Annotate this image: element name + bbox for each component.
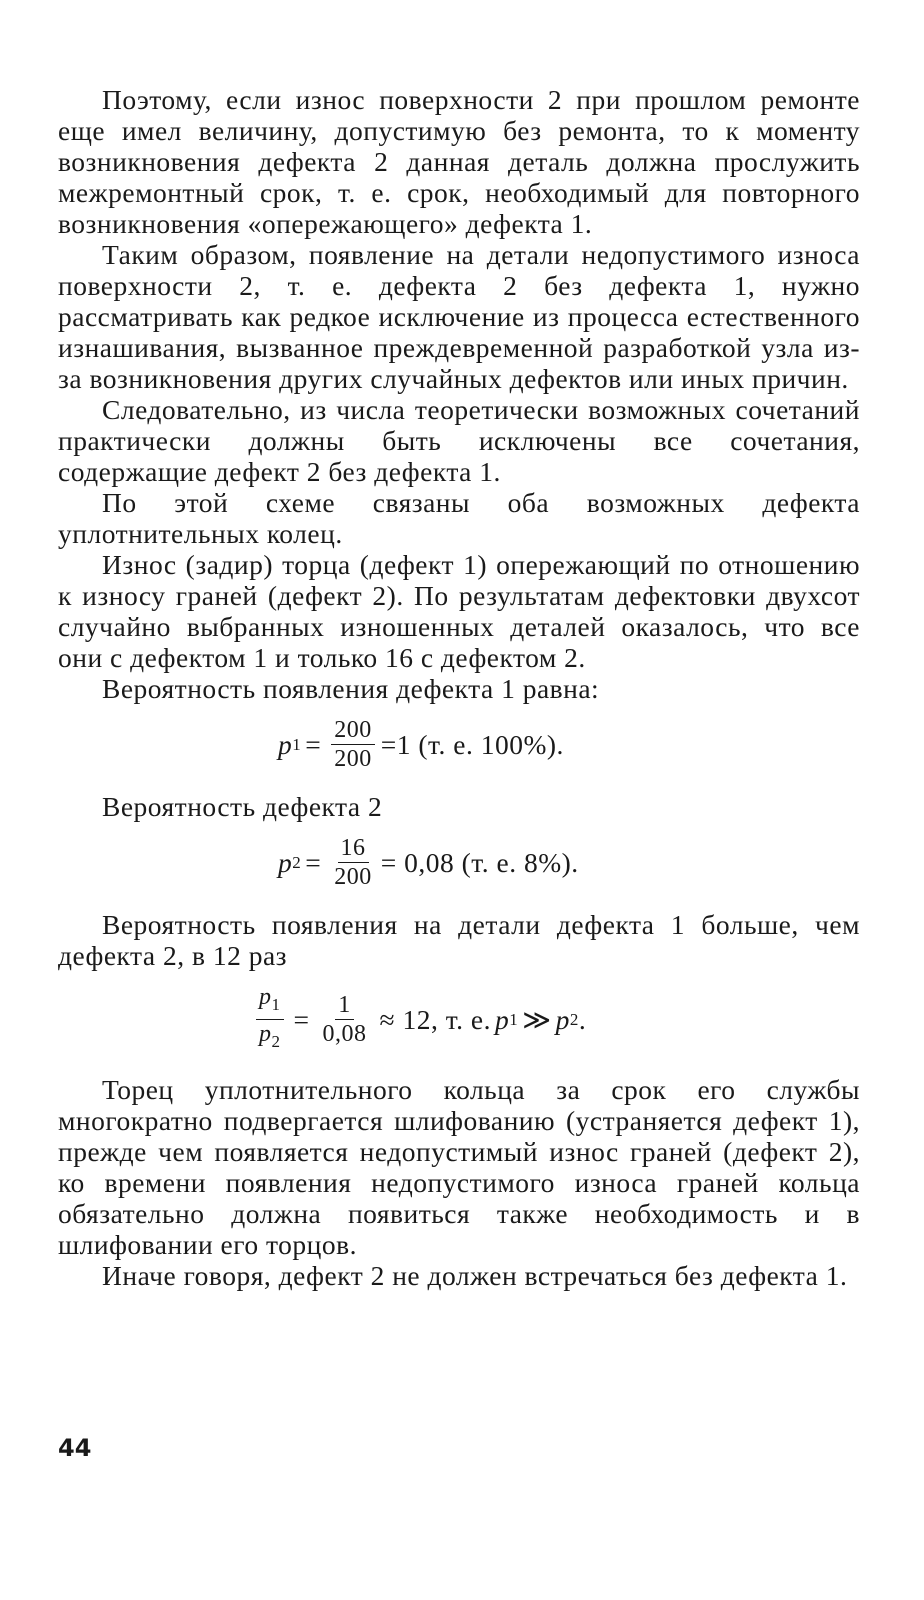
fraction bbox=[256, 983, 284, 1056]
formula-much-greater: ≫ bbox=[522, 1003, 552, 1035]
formula-var: p bbox=[555, 1003, 570, 1035]
paragraph: Вероятность дефекта 2 bbox=[102, 791, 383, 822]
fraction bbox=[320, 991, 370, 1048]
numerator: 200 bbox=[331, 716, 375, 745]
formula-subscript: 1 bbox=[292, 735, 302, 754]
formula-result: =1 (т. е. 100%). bbox=[380, 729, 564, 760]
formula-subscript: 2 bbox=[569, 1009, 579, 1029]
paragraph: Таким образом, появление на детали недопустимого износа поверхности 2, т. е. дефекта 2 без дефекта 1, нужно рассматривать как редкое исключение из процесса естественного изнашивания, вызванное преждевременной разработкой узла из-за возникновения других случайных дефектов или иных причин. bbox=[58, 239, 860, 394]
numerator bbox=[256, 983, 284, 1020]
formula-result: = 0,08 (т. е. 8%). bbox=[380, 847, 579, 878]
denominator bbox=[256, 1020, 284, 1056]
formula-var: p bbox=[278, 847, 293, 878]
formula-approx: ≈ 12, т. е. bbox=[379, 1003, 492, 1035]
formula-var: p bbox=[278, 729, 293, 760]
denominator: 200 bbox=[334, 746, 372, 772]
fraction bbox=[331, 834, 375, 891]
formula-var: p bbox=[259, 984, 272, 1010]
paragraph: Иначе говоря, дефект 2 не должен встречаться без дефекта 1. bbox=[102, 1259, 848, 1291]
paragraph: По этой схеме связаны оба возможных дефекта уплотнительных колец. bbox=[58, 487, 860, 549]
formula-equals: = bbox=[293, 1003, 310, 1035]
formula-ratio bbox=[250, 983, 860, 1056]
paragraph: Вероятность появления на детали дефекта 1 больше, чем дефекта 2, в 12 раз bbox=[58, 909, 860, 971]
formula-p1 bbox=[278, 716, 860, 773]
formula-equals: = bbox=[305, 729, 322, 760]
page-number: 44 bbox=[58, 1434, 92, 1462]
denominator: 200 bbox=[334, 864, 372, 890]
formula-subscript: 2 bbox=[292, 853, 302, 872]
formula-subscript: 1 bbox=[271, 994, 281, 1014]
formula-p2 bbox=[278, 834, 860, 891]
formula-var: p bbox=[259, 1020, 272, 1047]
numerator: 1 bbox=[335, 991, 354, 1020]
formula-equals: = bbox=[305, 847, 322, 878]
formula-subscript: 2 bbox=[271, 1031, 281, 1051]
denominator: 0,08 bbox=[322, 1020, 367, 1047]
body-text bbox=[58, 84, 860, 1291]
formula-subscript: 1 bbox=[509, 1009, 519, 1029]
paragraph: Следовательно, из числа теоретически возможных сочетаний практически должны быть исключены все сочетания, содержащие дефект 2 без дефекта 1. bbox=[58, 394, 860, 487]
paragraph: Поэтому, если износ поверхности 2 при прошлом ремонте еще имел величину, допустимую без ремонта, то к моменту возникновения дефекта 2 данная деталь должна прослужить межремонтный срок, т. е. срок, необходимый для повторного возникновения «опережающего» дефекта 1. bbox=[58, 84, 860, 239]
paragraph: Износ (задир) торца (дефект 1) опережающий по отношению к износу граней (дефект 2). По результатам дефектовки двухсот случайно выбранных изношенных деталей оказалось, что все они с дефектом 1 и только 16 с дефектом 2. bbox=[58, 549, 860, 673]
formula-period: . bbox=[578, 1003, 587, 1035]
fraction bbox=[331, 716, 375, 773]
formula-var: p bbox=[495, 1003, 510, 1035]
paragraph: Торец уплотнительного кольца за срок его службы многократно подвергается шлифованию (устраняется дефект 1), прежде чем появляется недопустимый износ граней (дефект 2), ко времени появления недопустимого износа граней кольца обязательно должна появиться также необходимость и в шлифовании его торцов. bbox=[58, 1073, 860, 1260]
numerator: 16 bbox=[338, 834, 369, 863]
paragraph: Вероятность появления дефекта 1 равна: bbox=[102, 673, 600, 704]
